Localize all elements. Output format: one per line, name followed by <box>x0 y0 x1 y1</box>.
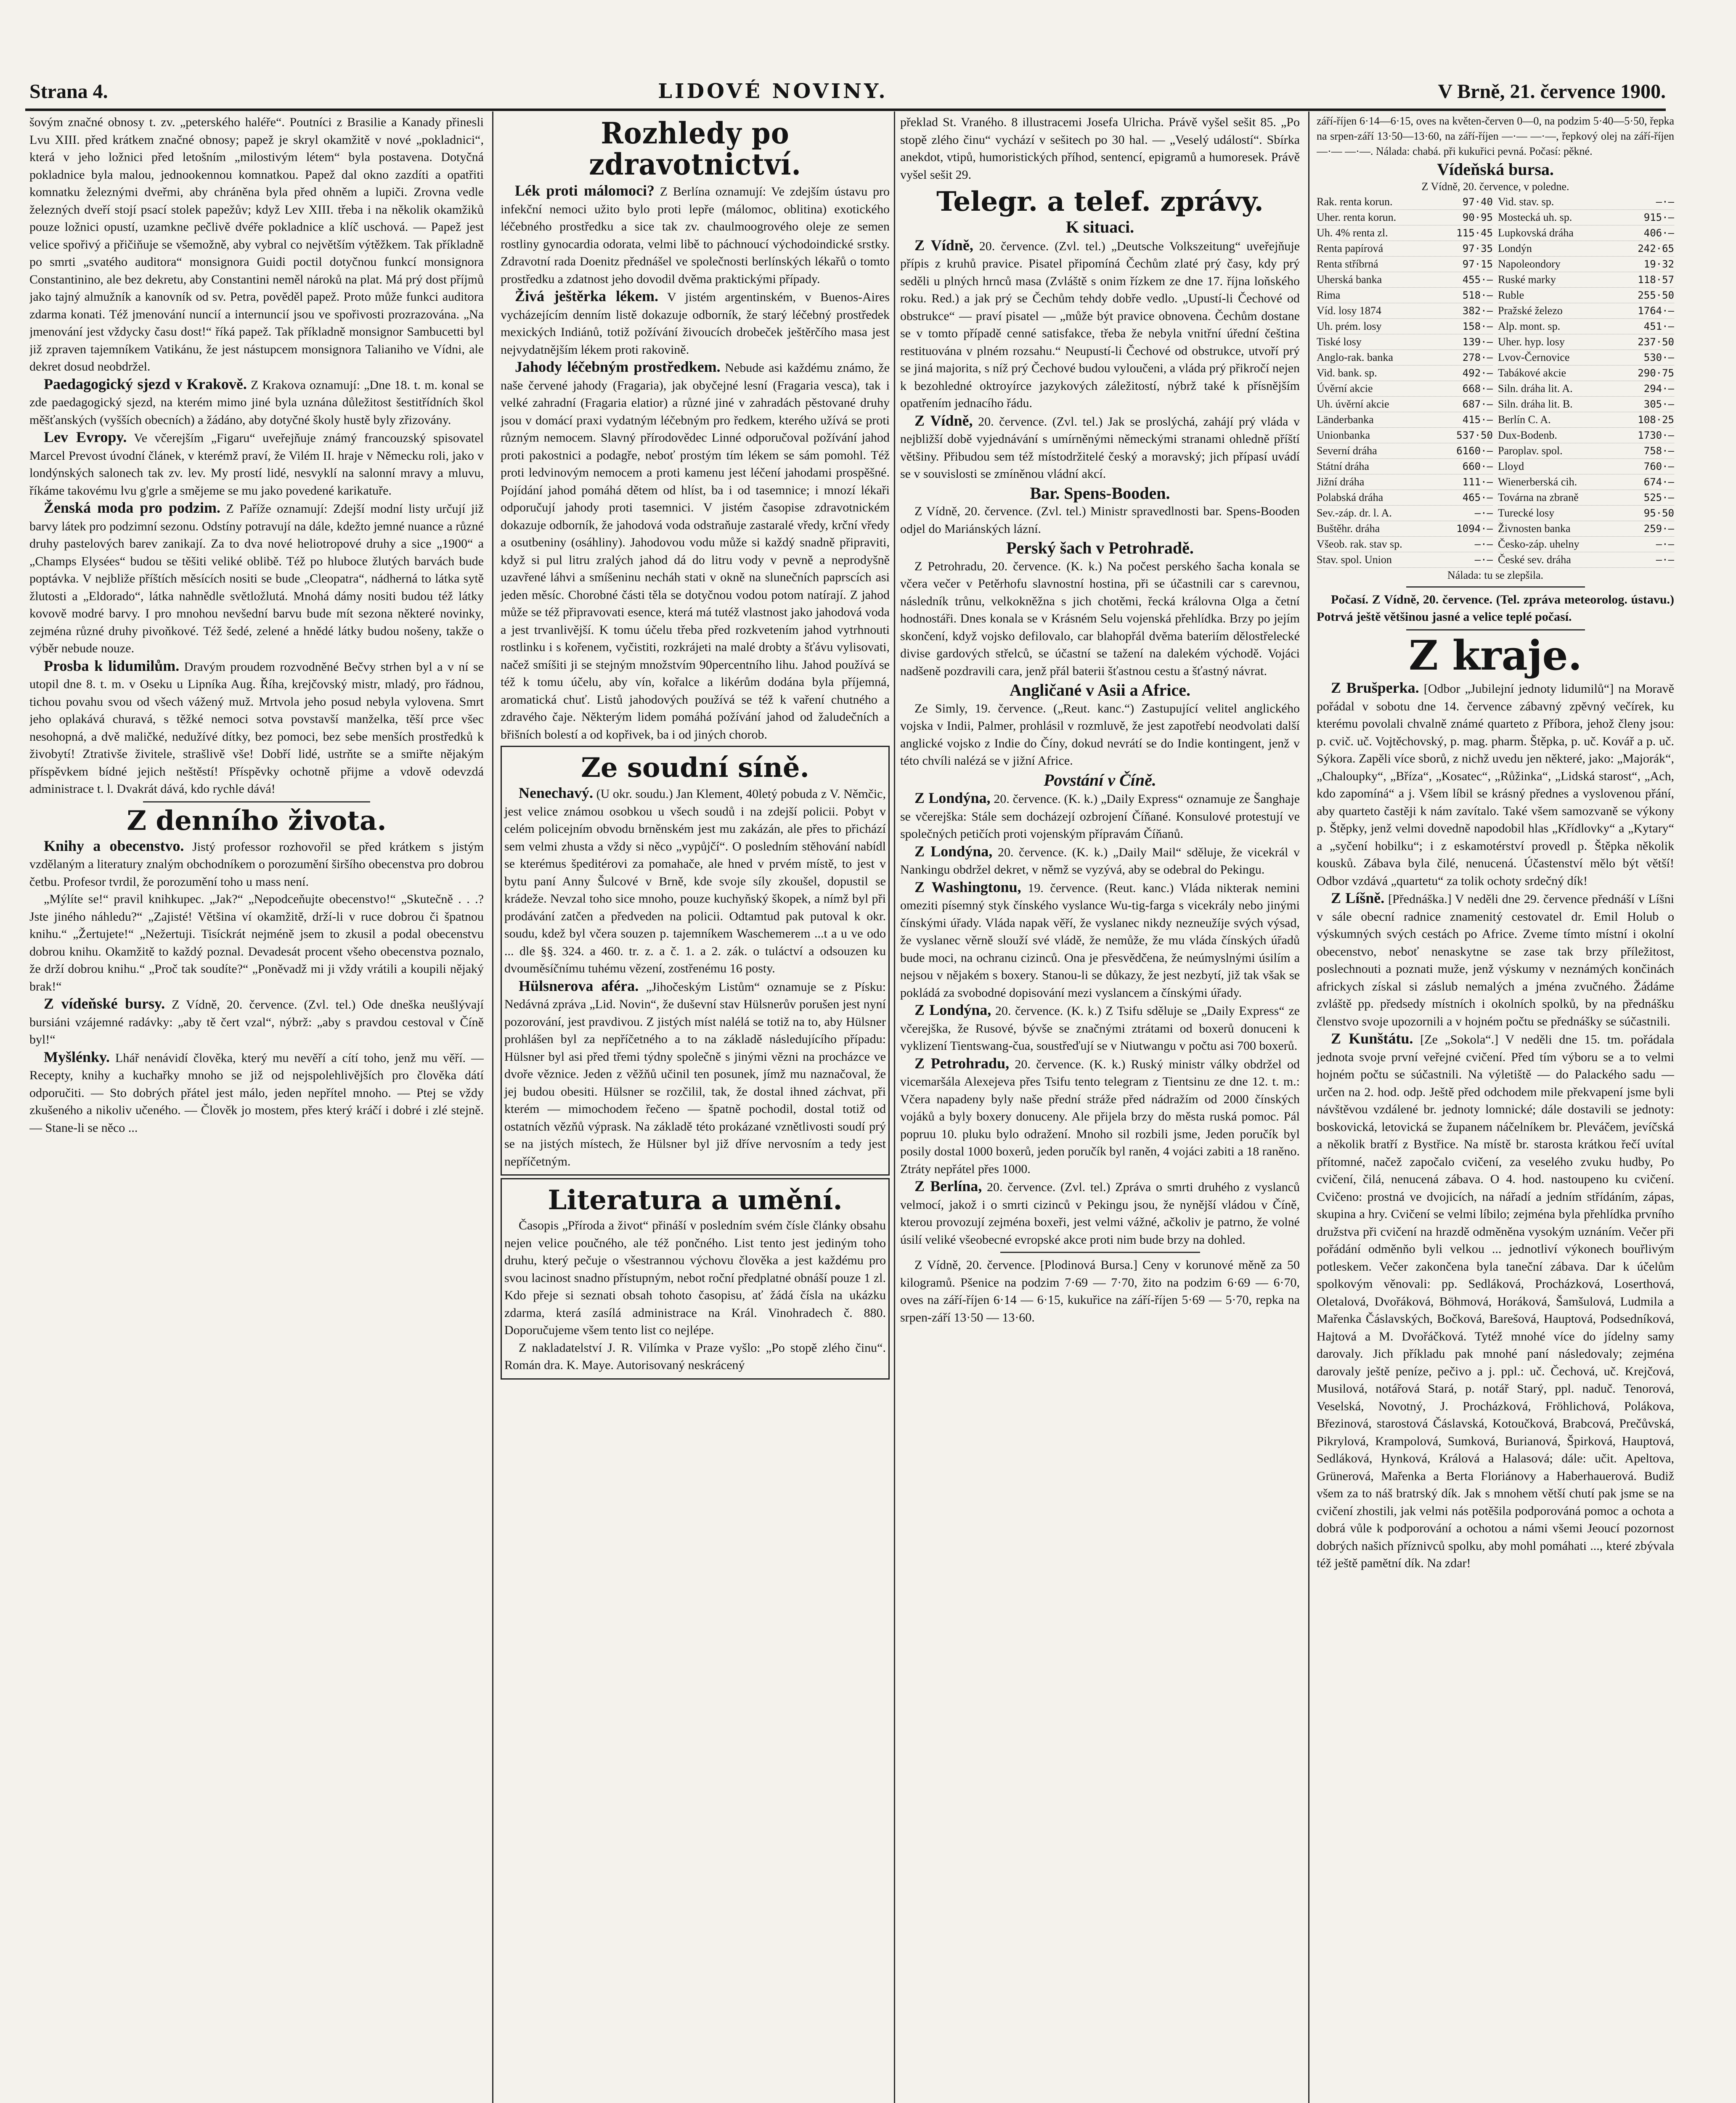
exchange-value: 255·50 <box>1638 289 1674 301</box>
exchange-name: Napoleondory <box>1498 257 1561 270</box>
section-title: Ze soudní síně. <box>581 752 809 784</box>
exchange-value: —·— <box>1474 507 1493 519</box>
item-text: Ze Simly, 19. července. („Reut. kanc.“) Zastupující velitel anglického vojska v Indii, Palmer, prohlásil v rozmluvě, že jest zapotřebí neodvolati další anglické vojsko z Indie do Číny, dokud nevrátí se do Indie kontingent, jenž v této chvíli nalézá se v jižní Africe. <box>900 701 1300 768</box>
item-title: Z Líšně. <box>1331 890 1385 907</box>
article-text: Z nakladatelství J. R. Vilímka v Praze vyšlo: „Po stopě zlého činu“. Román dra. K. Maye. Autorisovaný neskrácený <box>504 1340 886 1372</box>
item-text: Z Vídně, 20. července. (Zvl. tel.) Ode dneška neušlývají bursiáni vzájemné radávky: „aby tě čert vzal“, nýbrž: „aby s pravdou cestoval v Číně byl!“ <box>29 998 484 1047</box>
exchange-row <box>1317 521 1493 537</box>
issue-date: V Brně, 21. července 1900. <box>1438 80 1666 103</box>
column-2 <box>501 114 890 2103</box>
exchange-name: Uh. 4% renta zl. <box>1317 226 1388 239</box>
section-title: Rozhledy po zdravotnictví. <box>589 116 801 182</box>
exchange-name: České sev. dráha <box>1498 553 1571 566</box>
exchange-value: 108·25 <box>1638 413 1674 426</box>
news-item <box>29 657 484 798</box>
newspaper-title: LIDOVÉ NOVINY. <box>658 79 888 103</box>
exchange-value: 415·— <box>1462 413 1493 426</box>
exchange-name: Rak. renta korun. <box>1317 195 1393 208</box>
exchange-name: Víd. losy 1874 <box>1317 304 1381 317</box>
item-title: Z Berlína, <box>914 1178 982 1195</box>
item-title: Ženská moda pro podzim. <box>44 499 220 516</box>
news-item <box>900 1178 1300 1248</box>
exchange-value: 1730·— <box>1638 429 1674 441</box>
exchange-value: 6160·— <box>1456 445 1493 457</box>
market-report: září-říjen 6·14—6·15, oves na květen-červen 0—0, na podzim 5·40—5·50, řepka na srpen-září 13·50—13·60, na září-říjen —·— —·—, řepkový olej na září-říjen —·— —·—. Nálada: chabá. při kukuřici pevná. Počasí: pěkné. <box>1317 115 1674 157</box>
news-item <box>29 499 484 657</box>
exchange-value: 97·40 <box>1462 196 1493 208</box>
exchange-name: Mostecká uh. sp. <box>1498 211 1572 223</box>
exchange-row <box>1317 350 1493 366</box>
news-item <box>1317 679 1674 890</box>
exchange-row <box>1498 257 1674 272</box>
exchange-name: Turecké losy <box>1498 506 1555 519</box>
news-item <box>501 288 890 358</box>
item-text: Z Krakova oznamují: „Dne 18. t. m. konal se zde paedagogický sjezd, na kterém mimo jiné byla uznána důležitost šestitřídních škol měšťanských (vyšších obecních) a žádáno, aby dotyčné školy hustě byly zřizovány. <box>29 378 484 427</box>
exchange-name: Všeob. rak. stav sp. <box>1317 538 1402 550</box>
exchange-name: Siln. dráha lit. A. <box>1498 382 1573 395</box>
exchange-name: Státní dráha <box>1317 460 1369 472</box>
item-title: Hülsnerova aféra. <box>519 977 639 994</box>
exchange-row <box>1317 257 1493 272</box>
item-text: 20. července. (K. k.) Ruský ministr války obdržel od vicemaršála Alexejeva přes Tsifu tento telegram z Tientsinu ze dne 12. t. m.: Včera napadeny byly naše přední stráže před nádražím od 2000 čínských vojáků a byly boxery donuceny. Ale přijela brzy do města ruská pomoc. Pál popruu 10. pluku bylo odražení. Mnoho sil rozbili jsme, Jeden poručík byl posily dostal 1000 boxerů, jeden poručík byl raněn, 4 vojáci zabiti a 18 raněno. Ztráty nepřátel přes 1000. <box>900 1057 1300 1176</box>
exchange-row <box>1498 474 1674 490</box>
exchange-name: Úvěrní akcie <box>1317 382 1373 395</box>
news-item <box>900 412 1300 483</box>
news-item <box>1317 1030 1674 1572</box>
exchange-name: Siln. dráha lit. B. <box>1498 397 1573 410</box>
literature-box <box>501 1178 890 1380</box>
item-title: Perský šach v Petrohradě. <box>1006 538 1194 558</box>
item-title: Lék proti málomoci? <box>515 182 655 199</box>
exchange-value: 1094·— <box>1456 522 1493 535</box>
exchange-row <box>1498 366 1674 381</box>
exchange-row <box>1317 303 1493 319</box>
column-rule <box>894 111 895 2103</box>
exchange-value: —·— <box>1656 554 1674 566</box>
exchange-name: Alp. mont. sp. <box>1498 320 1561 332</box>
exchange-row <box>1317 210 1493 225</box>
exchange-name: Stav. spol. Union <box>1317 553 1392 566</box>
item-text: 20. července. (Zvl. tel.) Zpráva o smrti druhého z vyslanců velmocí, jakož i o smrti cizinců v Pekingu jsou, že nynější vládou v Číně, kterou provozují zejména boxeři, jest velmi vážné, ačkoliv je patrno, že volné úsilí veliké všeobecné evropské akce proti nim bude brzy na dohled. <box>900 1180 1300 1247</box>
news-item <box>900 843 1300 879</box>
exchange-value: 668·— <box>1462 382 1493 395</box>
exchange-row <box>1498 194 1674 210</box>
news-item <box>29 995 484 1049</box>
exchange-row <box>1317 241 1493 257</box>
exchange-row <box>1317 490 1493 506</box>
item-text: [Odbor „Jubilejní jednoty lidumilů“] na Moravě pořádal v sobotu dne 14. července zábavný zpěvný večírek, ku kterému povolali chvalně známé quarteto z Příbora, jehož členy jsou: p. cvič. uč. Vojtěchovský, p. mag. pharm. Štěpka, p. uč. Kovář a p. uč. Sýkora. Zapěli více sborů, z nichž uvedu jen některé, jako: „Majorák“, „Chaloupky“, „Bříza“, „Kosatec“, „Růžinka“, „Lidská starost“, „Ach, kdo zapomíná“ a j. Všem líbil se krásný přednes a vyslovenou přání, aby quarteto častěji k nám zavítalo. Také všem samozvaně se výkony p. Štěpky, jenž velmi dovedně napodobil hlas „Křídlovky“ a „Kytary“ a „syčení hobilku“; i z eskamotérství provedl p. Štěpka několik kousků. Zábava byla čilé, nenucená. Účastenství mělo být větší! Odbor vzdává „quartetu“ za tolik ochoty srdečný dík! <box>1317 682 1674 888</box>
item-title: Z Vídně, <box>914 236 973 254</box>
news-item <box>504 784 886 977</box>
section-divider <box>143 801 370 803</box>
news-item <box>501 358 890 743</box>
news-item <box>900 789 1300 843</box>
exchange-name: Uh. úvěrní akcie <box>1317 397 1389 410</box>
item-text: [Ze „Sokola“.] V neděli dne 15. tm. pořádala jednota svoje první veřejné cvičení. Před tím výboru se a to velmi hojném počtu se súčastnili. Na výletiště — do Palackého sadu — určen na 2. hod. odp. Ještě před odchodem mile překvapení jsme byli návštěvou vzdálené br. jednoty lomnické; dále dostavili se jednoty: boskovická, letovická se županem náčelníkem br. Pleváčem, jevíčská a několik bratří z Bystřice. Na místě br. starosta krátkou řečí uvítal přítomné, načež započalo cvičení, za veselého zvuku hudby, Po cvičení, čilá, nenucená zábava. O 4. hod. nastoupeno ku cvičení. Cvičeno: prostná ve dvojicích, na nářadí a jedním střídáním, zápas, skupina a hry. Cvičení se velmi líbilo; zejména byla přehlídka prvního družstva při cvičení na hrazdě odměněna vysokým uznáním. Večer při pořádání odměnňo byli velkou ... jednotliví výkonech bouřlivým potleskem. Večer zakončena byla taneční zábava. Dar k účelům spolkovým věnovali: pp. Sedláková, Procházková, Loserthová, Oletalová, Dvořáková, Böhmová, Horáková, Šamšulová, Ludmila a Mařenka Čáslavských, Bočková, Barešová, Hauptová, Podsedníková, Hajtová a M. Dvořáčková. Tytéž mnohé více do jídelny samy darovaly. Jich příkladu pak mnohé paní následovaly; zejména darovaly ještě peníze, pečivo a j. ppl.: uč. Čechová, uč. Krejčová, Musilová, notářová Stará, p. notář Starý, ppl. naduč. Tenorová, Veselská, Novotný, J. Procházková, Fröhlichová, Polákova, Březinová, starostová Čáslavská, Kotoučková, Brabcová, Prečůvská, Pikrylová, Krampolová, Sumková, Burianová, Špirková, Hauptová, Sedláková, Hynková, Králová a Halasová; dále: učit. Apeltova, Grünerová, Mařenka a Berta Floriánovy a Haberhauerová. Budiž všem za to náš bratrský dík. Jak s mnohem větší chutí pak jsme se na cvičení zhostili, jak velmi nás potěšila podporováná pomoc a ochota a dobrá vůle k podporování a ochotou a námi všemi Jeoucí pozornost dobrých našich příznivců spolku, aby mohl pomáhati ..., které zbývala též ještě pamětní dík. Na zdar! <box>1317 1033 1674 1571</box>
exchange-value: 530·— <box>1643 351 1674 363</box>
exchange-row <box>1498 521 1674 537</box>
news-item <box>900 237 1300 412</box>
exchange-value: 97·15 <box>1462 258 1493 270</box>
exchange-value: —·— <box>1656 196 1674 208</box>
exchange-row <box>1317 474 1493 490</box>
exchange-name: Länderbanka <box>1317 413 1374 426</box>
item-title: Bar. Spens-Booden. <box>1030 483 1170 503</box>
exchange-row <box>1317 194 1493 210</box>
exchange-value: —·— <box>1656 538 1674 550</box>
exchange-row <box>1317 366 1493 381</box>
exchange-name: Sev.-záp. dr. l. A. <box>1317 506 1392 519</box>
exchange-name: Unionbanka <box>1317 429 1370 441</box>
exchange-name: Vid. stav. sp. <box>1498 195 1554 208</box>
news-item <box>504 977 886 1171</box>
news-item <box>29 837 484 891</box>
exchange-row <box>1317 506 1493 521</box>
exchange-name: Rima <box>1317 289 1341 301</box>
item-title: Živá ještěrka lékem. <box>515 288 658 305</box>
item-text: Dravým proudem rozvodněné Bečvy strhen byl a v ní se utopil dne 8. t. m. v Oseku u Lipníka Aug. Říha, krejčovský mistr, mladý, pro řádnou, tichou povahu svou od všech vážený muž. Mrtvola jeho posud nebyla vylovena. Smrt jeho oplakává churavá, s těžké nemoci sotva povstavší manželka, těší prce všec nesohopná, a dvě maličké, nedužívé dítky, bez pomoci, bez sebe menších prostředků k živobytí! Ztrativše živitele, strašlivě vše! Dobří lidé, ustrňte se a smiřte nějakým příspěvkem bídné jejich neštěstí! Příspěvky ochotně přijme a vdově odevzdá administrace t. l. Dvakrát dává, kdo rychle dává! <box>29 660 484 796</box>
exchange-value: 259·— <box>1643 522 1674 535</box>
exchange-value: 278·— <box>1462 351 1493 363</box>
item-title: Z vídeňské bursy. <box>44 995 165 1012</box>
exchange-row <box>1498 381 1674 397</box>
exchange-value: 674·— <box>1643 476 1674 488</box>
column-rule <box>1308 111 1309 2103</box>
item-text: Z Vídně, 20. července. (Zvl. tel.) Ministr spravedlnosti bar. Spens-Booden odjel do Mariánských lázní. <box>900 504 1300 536</box>
exchange-row <box>1498 537 1674 552</box>
exchange-name: Renta stříbrná <box>1317 257 1378 270</box>
exchange-row <box>1498 225 1674 241</box>
section-divider <box>1000 1252 1200 1253</box>
column-4 <box>1317 114 1674 2103</box>
exchange-name: Pražské železo <box>1498 304 1563 317</box>
item-text: 20. července. (K. k.) „Daily Express“ oznamuje ze Šanghaje se včerejška: Stále sem docházejí ozbrojení Číňané. Konsulové protestují ve společných petičích proti vojenským přípravám Číňanů. <box>900 792 1300 841</box>
exchange-name: Uher. hyp. losy <box>1498 335 1565 348</box>
item-title: Z Londýna, <box>914 842 993 860</box>
exchange-value: 687·— <box>1462 398 1493 410</box>
item-text: V jistém argentinském, v Buenos-Aires vycházejícím denním listě dokazuje odborník, že starý léčebný prostředek mexických Indiánů, totiž požívání živoucích drobeček ještěrčího masa jest nejvydatnějším lékem proti rakovině. <box>501 290 890 357</box>
exchange-row <box>1498 241 1674 257</box>
exchange-name: Lupkovská dráha <box>1498 226 1574 239</box>
exchange-row <box>1317 537 1493 552</box>
exchange-name: Renta papírová <box>1317 242 1383 254</box>
section-title: Literatura a umění. <box>548 1184 843 1216</box>
exchange-name: Dux-Bodenb. <box>1498 429 1557 441</box>
item-text: Z Petrohradu, 20. července. (K. k.) Na počest perského šacha konala se včera večer v Petěrhofu slavnostní hostina, při se účastnili car s carevnou, následník trůnu, velkokněžna s jich chotěmi, řecká královna Olga a četní hodnostáři. Dnes konala se v Krásném Selu vojenská přehlídka. Brzy po jejím skončení, když vojsko defilovalo, car blahopřál dvěma bateriím dělostřelecké divise gardových střelců, se účastní se tažení na dalekém východě. Vojáci nadšeně pozdravili cara, jenž přál baterii šťastnou cestu a šťastný návrat. <box>900 559 1300 678</box>
exchange-value: 139·— <box>1462 336 1493 348</box>
news-item <box>900 539 1300 680</box>
exchange-row <box>1317 334 1493 350</box>
exchange-value: 305·— <box>1643 398 1674 410</box>
exchange-value: 19·32 <box>1643 258 1674 270</box>
exchange-name: Londýn <box>1498 242 1532 254</box>
exchange-column-left <box>1317 194 1493 568</box>
column-3 <box>900 114 1300 2103</box>
exchange-value: 111·— <box>1462 476 1493 488</box>
news-item <box>900 1001 1300 1055</box>
header-rule <box>25 109 1666 111</box>
exchange-name: Tabákové akcie <box>1498 366 1566 379</box>
exchange-row <box>1317 412 1493 428</box>
item-title: Z Brušperka. <box>1331 679 1419 697</box>
item-text: Jistý professor rozhovořil se před krátkem s jistým vzdělaným a literatury znalým obchodníkem o porozumění širšího obecenstva pro dobrou četbu. Profesor tvrdil, že porozumění toho u mass není. <box>29 840 484 889</box>
item-text: (U okr. soudu.) Jan Klement, 40letý pobuda z V. Němčic, jest velice známou osobkou u všech soudů i na zdejší policii. Pobyt v celém policejním obvodu brněnském jest mu zakázán, ale přes to přichází sem velmi zhusta a vždy si něco „vypůjčí“. O posledním stěhování nabídl se kterémus špeditérovi za pomahače, ale hned v prvém místě, to jest v bytu paní Anny Šulcové v Brně, kde svoje síly zkoušel, dopustil se krádeže. Nevzal toho sice mnoho, pouze kuchyňský škopek, a nímž byl při prodávání zatčen a předveden na policii. Odtamtud pak putoval k okr. soudu, kdež byl včera souzen p. tajemníkem Waschemerem ...t a u ve odo ... dle §§. 324. a 460. tr. z. a č. 1. a 2. zák. o tuláctví a odsouzen ku dvouměsíčnímu tuhému vězení, zostřenému 16 posty. <box>504 787 886 976</box>
exchange-value: 465·— <box>1462 491 1493 503</box>
item-text: 20. července. (Zvl. tel.) Jak se proslýchá, zahájí prý vláda v nejbližší době vyjednávání s umírněnými německými stranami ohledně příští většiny. Přibudou sem též místodržitelé český a moravský; jich přípasí uvádí se v souvislosti se zmíněnou vládní akcí. <box>900 414 1300 481</box>
exchange-name: Továrna na zbraně <box>1498 491 1579 503</box>
exchange-name: Uh. prém. losy <box>1317 320 1382 332</box>
exchange-value: 294·— <box>1643 382 1674 395</box>
exchange-row <box>1498 490 1674 506</box>
item-text: Lhář nenávidí člověka, který mu nevěří a cítí toho, jenž mu věří. — Recepty, knihy a kuchařky mnoho se již od nejspolehlivějších pro člověka dátí odporučiti. — Sto dobrých přátel jest málo, jeden nepřítel mnoho. — Ptej se vždy zkušeného a nikoliv učeného. — Člověk jo mostem, přes který kráčí i dobré i zlé stejně. — Stane-li se něco ... <box>29 1051 484 1135</box>
page-number: Strana 4. <box>29 80 108 103</box>
article-text: šovým značné obnosy t. zv. „peterského haléře“. Poutníci z Brasilie a Kanady přinesli Lvu XIII. před krátkem značné obnosy; papež je skryl okamžitě v nové „pokladnici“, která v jeho ložnici před letošním „milostivým létem“ byla postavena. Dotyčná pokladnice byla malou, jednookennou komnatkou. Papež dal okno zazdíti a opatřiti komnatku železnými dveřmi, aby chráněna byla před ohněm a lupiči. Zrovna vedle železných dveří stojí psací stolek papežův; když Lev XIII. třeba i na několik okamžiků pouze ložnici opustí, uzamkne pečlivě dvéře pokladnice a klíč uschová. — Papež jest velice spořivý a přičiňuje se všemožně, aby vybral co největším výtěžkem. Tak příkladně po smrti „svatého auditora“ monsignora Guidi poctil dotyčnou funkcí monsignora Constantinino, ale bez dekretu, aby Constantini neměl nároků na plat. Má prý dost příjmů jako tajný almužník a kanovník od sv. Petra, pověděl papež. Proto může funkci auditora zdarma konati. Též jmenování nuncií a internuncií jsou ve spořivosti prozrazována. „Na jmenování jest vždycky času dost!“ říká papež. Tak příkladně monsignor Sambucetti byl již zpraven tajemníkem Vatikánu, že jest nástupcem monsignora Talianiho ve Vídni, ale dekret dosud neobdržel. <box>29 115 484 373</box>
exchange-row <box>1498 350 1674 366</box>
exchange-row <box>1317 459 1493 474</box>
exchange-value: 760·— <box>1643 460 1674 472</box>
exchange-value: 451·— <box>1643 320 1674 332</box>
exchange-row <box>1498 210 1674 225</box>
item-title: Myšlénky. <box>44 1048 110 1065</box>
column-1 <box>29 114 484 2103</box>
section-title: Z kraje. <box>1408 631 1582 679</box>
item-text: „Mýlíte se!“ pravil knihkupec. „Jak?“ „Nepodceňujte obecenstvo!“ „Skutečně . . .? Jste jiného náhledu?“ „Zajisté! Většina ví okamžitě, drží-li v ruce dobrou či špatnou knihu.“ „Žertujete!“ „Nežertuji. Tisíckrát nejméně jsem to zkusil a podal obecenstvu dobrou knihu. Okamžitě to každý poznal. Devadesát procent všeho obecenstva poznalo, že drží dobrou knihu.“ „Proč tak soudíte?“ „Poněvadž mi ji vždy vrátili a koupili nějaký brak!“ <box>29 892 484 993</box>
exchange-row <box>1498 303 1674 319</box>
article-text: překlad St. Vraného. 8 illustracemi Josefa Ulricha. Právě vyšel sešit 85. „Po stopě zlého činu“ vychází v sešitech po 30 hal. — „Veselý událostí“. Sbírka anekdot, vtipů, humoristických příhod, sentencí, epigramů a humoresek. Právě vyšel sešit 29. <box>900 115 1300 182</box>
exchange-value: 525·— <box>1643 491 1674 503</box>
weather-report: Počasí. Z Vídně, 20. července. (Tel. zpráva meteorolog. ústavu.) Potrvá ještě většinou jasné a velice teplé počasí. <box>1317 592 1674 624</box>
exchange-value: 290·75 <box>1638 367 1674 379</box>
item-text: Nebude asi každému známo, že naše červené jahody (Fragaria), jak obyčejné lesní (Fragaria vesca), tak i velké zahradní (Fragaria elatior) a různé jiné v zahradách pěstované druhy jsou v domácí praxi vydatným léčebným pro ředkem, kterého užívá se proti různým nemocem. Slavný přírodovědec Linné odporučoval požívání jahod proti pakostnici a podagře, neboť prostým tím lékem se sám pomohl. Též proti ledvinovým nemocem a proti kamenu jest léčení jahodami prospěšné. Pojídání jahod pomáhá dětem od hlíst, ba i od tasemnice; i mnozí lékaři odporučují jahody proti tasemnici. V jistém časopise zdravotnickém dokazuje odborník, že jahodová voda odstraňuje zastaralé vředy, krční vředy a osutbeniny (osáhliny). Jahodovou vodu může si každý snadně připraviti, když si pul litru zralých jahod dá do litru vody v pevně a neprodyšně uzavřené láhvi a smíšeninu necháh stati v okně na slunečních paprscích asi jeden měsíc. Chorobné části těla se dotyčnou vodou potom natírají. Z jahod může se též připravovati esence, která má tutéž vlastnost jako jahodová voda a jest trvanlivější. K tomu účelu třeba před rozkvetením jahod vytrhnouti rostlinku i s kořenem, vyčistiti, rozkrájeti na malé drobty a šťávu vylisovati, načež smíšiti ji se stejným množstvím 90percentního lihu. Jahod používá se též k tomu účelu, aby vín, kořalce a likérům dodána byla příjemná, aromatická chuť. Listů jahodových používá se též k vaření chutného a zdravého čaje. Některým lidem pomáhá požívání jahod od žaludečních a břišních bolestí a od kopřivek, ba i od jiných chorob. <box>501 361 890 742</box>
market-report: Z Vídně, 20. července. [Plodinová Bursa.] Ceny v korunové měně za 50 kilogramů. Pšenice na podzim 7·69 — 7·70, žito na podzim 6·69 — 6·70, oves na září-říjen 6·14 — 6·15, kukuřice na září-říjen 5·69 — 5·70, repka na srpen-září 13·50 — 13·60. <box>900 1258 1300 1324</box>
exchange-name: Lvov-Černovice <box>1498 351 1570 363</box>
exchange-value: 660·— <box>1462 460 1493 472</box>
exchange-row <box>1498 443 1674 459</box>
exchange-name: Buštěhr. dráha <box>1317 522 1380 535</box>
item-text: 20. července. (K. k.) „Daily Mail“ sděluje, že vicekrál v Nankingu obdržel dekret, v němž se vyzývá, aby se odebral do Pekingu. <box>900 845 1300 877</box>
exchange-name: Česko-záp. uhelny <box>1498 538 1580 550</box>
exchange-row <box>1317 319 1493 334</box>
item-title: Z Londýna, <box>914 789 991 807</box>
item-text: „Jihočeským Listům“ oznamuje se z Písku: Nedávná zpráva „Lid. Novin“, že duševní stav Hülsnerův porušen jest nyní pozorování, jest pravdivou. Z jistých míst nalélá se totiž na to, aby Hülsner prohlášen byl za nepříčetného a to na základě následujícího případu: Hülsner byl asi před třemi týdny společně s jinými vězni na procházce ve dvoře věznice. Jeden z věžňů učinil ten posunek, jímž mu naznačoval, že jej budou obesiti. Hülsner se rozčilil, tak, že dostal ihned záchvat, při kterém — mimochodem řečeno — špatně pochodil, dostal totiž od ostatních vězňů výprask. Na základě této prokázané vznětlivosti soudí prý se na jistých místech, že Hülsner byl již dříve nervosním a tedy jest nepříčetným. <box>504 980 886 1168</box>
exchange-row <box>1317 552 1493 568</box>
column-rule <box>492 111 493 2103</box>
exchange-name: Živnosten banka <box>1498 522 1571 535</box>
exchange-value: 915·— <box>1643 211 1674 223</box>
exchange-row <box>1317 225 1493 241</box>
exchange-name: Berlín C. A. <box>1498 413 1551 426</box>
exchange-table <box>1317 194 1674 568</box>
exchange-row <box>1317 288 1493 303</box>
item-text: 19. července. (Reut. kanc.) Vláda nikterak nemini omeziti písemný styk čínského vyslance Wu-tig-farga s vicekrály nebo jinými čínskými úřady. Vláda napak věří, že vyslanec nikdy nezneužíje svých výsad, že vyslanec věrně slouží své vládě, že nemůže, že mu vláda čínských úřadů bude moci, na ochranu cizinců. Ona je přesvědčena, že neúmyslnými úsilím a nejsou v nějakém s boxery. Stanou-li se důkazy, že jest nezbytí, již tak však se pokládá za svobodné dopisování mezi vyslancem a čínskými úřady. <box>900 881 1300 1000</box>
section-title: Z denního života. <box>127 805 387 837</box>
exchange-name: Severní dráha <box>1317 444 1377 457</box>
item-title: Nenechavý. <box>519 784 593 802</box>
section-subtitle: K situaci. <box>1065 217 1134 237</box>
exchange-row <box>1498 552 1674 568</box>
exchange-name: Wienerberská cih. <box>1498 475 1577 488</box>
exchange-row <box>1498 459 1674 474</box>
section-title: Telegr. a telef. zprávy. <box>936 186 1264 217</box>
item-title: Paedagogický sjezd v Krakově. <box>44 375 247 392</box>
exchange-name: Jižní dráha <box>1317 475 1365 488</box>
item-text: 20. července. (K. k.) Z Tsifu sděluje se „Daily Express“ ze včerejška, že Rusové, bývše se značnými ztrátami od boxerů donuceni k vyklizení Tientswang-čua, soustřeďují se v Niutwangu v počtu asi 700 boxerů. <box>900 1004 1300 1053</box>
item-title: Z Washingtonu, <box>914 878 1021 895</box>
section-divider <box>1406 629 1585 630</box>
item-title: Z Kunštátu. <box>1331 1030 1413 1047</box>
news-item <box>900 681 1300 770</box>
exchange-value: 518·— <box>1462 289 1493 301</box>
exchange-name: Ruské marky <box>1498 273 1556 286</box>
exchange-value: 90·95 <box>1462 211 1493 223</box>
exchange-value: 115·45 <box>1456 227 1493 239</box>
exchange-row <box>1498 506 1674 521</box>
telegram-box <box>900 188 1300 1326</box>
page-header <box>29 69 1666 103</box>
exchange-value: 1764·— <box>1638 305 1674 317</box>
exchange-value: 158·— <box>1462 320 1493 332</box>
item-text: 20. července. (Zvl. tel.) „Deutsche Volkszeitung“ uveřejňuje přípis z kruhů pravice. Pisatel připomíná Čechům zlaté prý časy, kdy prý seděli u plných hrnců masa (Zvláště s onim řízkem ze dne 17. října loňského roku. Red.) a jak prý se Čechům tehdy dobře vedlo. „Upustí-li Čechové od obstrukce“ — praví pisatel — „může být pravice obnovena. Čechům dostane se v tomto případě cenné satisfakce, třeba že nebyla vnitřní úřední čeština restituována v plném rozsahu.“ Neupustí-li Čechové od obstrukce, utvoří prý se jiná majorita, s níž prý Čechové budou vyloučeni, a vláda prý přikročí nejen k bezohledné oktroyírce jazykových záležitostí, nýbrž také k přísnějším opatřením jednacího řádu. <box>900 239 1300 411</box>
exchange-value: 382·— <box>1462 305 1493 317</box>
exchange-row <box>1498 334 1674 350</box>
exchange-name: Ruble <box>1498 289 1524 301</box>
exchange-name: Vid. bank. sp. <box>1317 366 1377 379</box>
exchange-name: Tiské losy <box>1317 335 1362 348</box>
item-title: Angličané v Asii a Africe. <box>1010 681 1190 700</box>
exchange-title: Vídeňská bursa. <box>1437 160 1554 179</box>
exchange-value: 118·57 <box>1638 273 1674 286</box>
exchange-column-right <box>1498 194 1674 568</box>
exchange-row <box>1317 428 1493 443</box>
exchange-row <box>1498 397 1674 412</box>
exchange-row <box>1317 272 1493 288</box>
item-title: Lev Evropy. <box>44 429 127 445</box>
exchange-value: 758·— <box>1643 445 1674 457</box>
exchange-row <box>1317 443 1493 459</box>
exchange-name: Anglo-rak. banka <box>1317 351 1393 363</box>
exchange-value: 242·65 <box>1638 242 1674 254</box>
section-subtitle: Povstání v Číně. <box>1044 770 1156 789</box>
exchange-mood: Nálada: tu se zlepšila. <box>1447 569 1544 581</box>
item-text: [Přednáška.] V neděli dne 29. července přednáší v Líšni v sále obecní radnice znamenitý cestovatel dr. Emil Holub o výskumných svých cestách po Africe. Zveme tímto místní i okolní obecenstvo, neboť nenaskytne se zase tak brzy příležitost, poslechnouti a poznati muže, jenž výskumy v neznámých končinách africkych získal si záslub nemalých a jména zvučného. Žádáme zvláště pp. předsedy místních i okolních spolků, by na přednášku členstvo svoje upozornili a v hojném počtu se přednášky se súčastnili. <box>1317 892 1674 1028</box>
news-item <box>1317 890 1674 1030</box>
item-text: Z Paříže oznamují: Zdejší modní listy určují již barvy látek pro podzimní sezonu. Odstíny potravují na dále, kdežto jemné nuance a různé druhy pastelových barev zanikají. Za to dva nové heliotropové druhy a sice „1900“ a „Champs Elysées“ budou se těšiti veliké oblibě. Též po hluboce žlutých barvách bude poptávka. V nejbliže příštích měsících nositi se bude „Cleopatra“, nádherná to látka sytě žlutosti a „Eldorado“, látka nahnědle světložlutá. Mnohá dámy nositi budou též látky kovově modré barvy. I pro mnohou nevšední barvu bude mít sezona některé novinky, zejména různé druhy pivoňkové. Též šedé, zelené a hnědé látky budou nošeny, takže o výběr nebude nouze. <box>29 502 484 655</box>
article-text: Časopis „Příroda a život“ přináší v posledním svém čísle články obsahu nejen velice poučného, ale též pončného. List tento jest jediným toho druhu, který pečuje o všestrannou výchovu člověka a jest každému pro svou lacinost snadno přístupným, nebot roční předplatné obnáší pouze 1 zl. Kdo přeje si seznati obsah tohoto časopisu, ať žádá čísla na ukázku zdarma, která zasílá administrace na Král. Vinohradech č. 880. Doporučujeme všem tento list co nejlépe. <box>504 1218 886 1338</box>
news-item <box>29 376 484 429</box>
exchange-row <box>1498 288 1674 303</box>
exchange-value: 455·— <box>1462 273 1493 286</box>
item-title: Z Londýna, <box>914 1001 991 1019</box>
exchange-name: Uherská banka <box>1317 273 1382 286</box>
exchange-row <box>1498 412 1674 428</box>
exchange-row <box>1498 319 1674 334</box>
exchange-value: 95·50 <box>1643 507 1674 519</box>
exchange-name: Uher. renta korun. <box>1317 211 1397 223</box>
court-box <box>501 746 890 1176</box>
news-item <box>29 429 484 499</box>
exchange-row <box>1498 272 1674 288</box>
exchange-date: Z Vídně, 20. července, v poledne. <box>1421 180 1569 193</box>
item-title: Knihy a obecenstvo. <box>44 837 184 854</box>
section-divider <box>1406 586 1585 588</box>
item-title: Z Vídně, <box>914 412 973 429</box>
item-text: Z Berlína oznamují: Ve zdejším ústavu pro infekční nemoci užito bylo proti lepře (málomoc, oblitina) exotického léčebného prostředku a sice tak zv. chaulmoogrového oleje ze semen rostliny gynocardia odorata, velmi libě to páchnoucí východoindické srstky. Zdravotní rada Doenitz přednášel ve společnosti berlínských lékařů o tomto prostředku a zdatnost jeho dovodil dvěma praktickými případy. <box>501 185 890 286</box>
item-title: Z Petrohradu, <box>914 1054 1010 1072</box>
exchange-row <box>1317 397 1493 412</box>
exchange-value: 97·35 <box>1462 242 1493 254</box>
exchange-name: Paroplav. spol. <box>1498 444 1563 457</box>
news-item <box>501 182 890 288</box>
item-title: Jahody léčebným prostředkem. <box>515 358 721 375</box>
exchange-value: 406·— <box>1643 227 1674 239</box>
exchange-name: Polabská dráha <box>1317 491 1383 503</box>
item-title: Prosba k lidumilům. <box>44 657 180 674</box>
exchange-row <box>1317 381 1493 397</box>
exchange-value: —·— <box>1474 538 1493 550</box>
news-item <box>900 485 1300 538</box>
news-item <box>900 1055 1300 1178</box>
news-item <box>900 879 1300 1002</box>
item-text: Ve včerejším „Figaru“ uveřejňuje známý francouzský spisovatel Marcel Prevost úvodní článek, v kterémž praví, že Vilém II. hraje v Německu roli, jako v londýnských salonech tak zv. lev. My prostí lidé, nesvyklí na salonní mravy a mluvu, říkáme takovému lvu g'grle a smějeme se mu jako povedené karikatuře. <box>29 431 484 498</box>
exchange-value: 537·50 <box>1456 429 1493 441</box>
exchange-value: —·— <box>1474 554 1493 566</box>
news-item <box>29 890 484 995</box>
exchange-name: Lloyd <box>1498 460 1524 472</box>
news-item <box>29 1049 484 1137</box>
exchange-row <box>1498 428 1674 443</box>
exchange-value: 492·— <box>1462 367 1493 379</box>
exchange-value: 237·50 <box>1638 336 1674 348</box>
